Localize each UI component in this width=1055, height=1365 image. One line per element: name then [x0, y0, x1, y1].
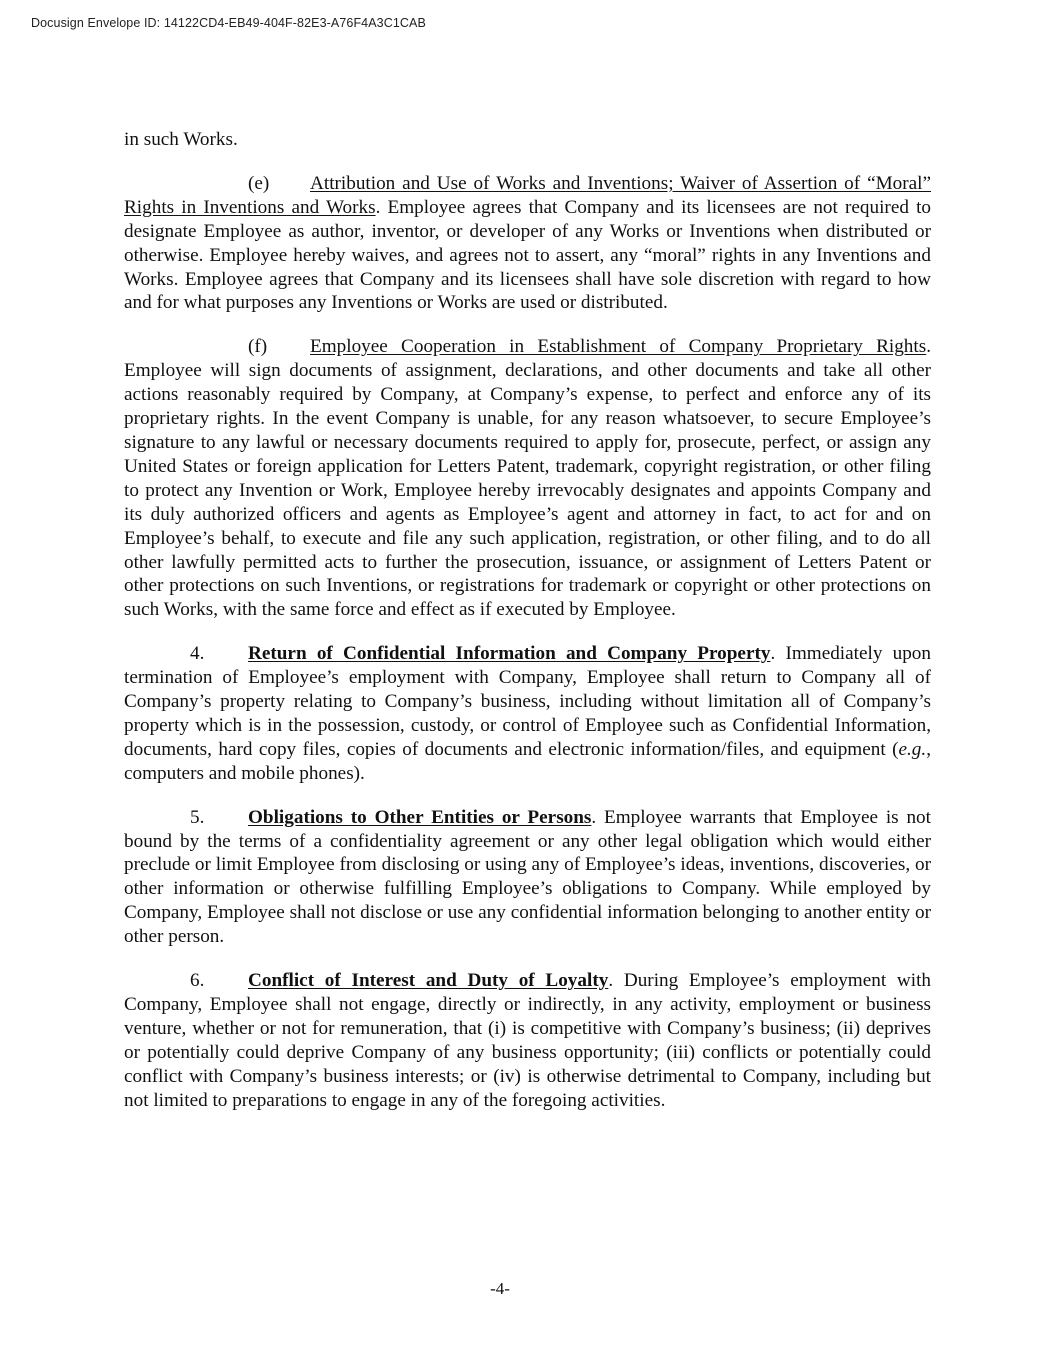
section-4-body-end: , computers and mobile phones). — [124, 738, 931, 784]
section-f: (f) Employee Cooperation in Establishment of Company Proprietary Rights. Employee will sign documents of assignment, declarations, and other documents and take all other actions reasonably required by Company, at Company’s expense, to perfect and enforce any of its proprietary rights. In the event Company is unable, for any reason whatsoever, to secure Employee’s signature to any lawful or necessary documents required to apply for, prosecute, perfect, or assign any United States or foreign application for Letters Patent, trademark, copyright registration, or other filing to protect any Invention or Work, Employee hereby irrevocably designates and appoints Company and its duly authorized officers and agents as Employee’s agent and attorney in fact, to act for and on Employee’s behalf, to execute and file any such application, registration, or other filing, and to do all other lawfully permitted acts to further the prosecution, issuance, or assignment of Letters Patent or other protections on such Inventions, or registrations for trademark or copyright or other protections on such Works, with the same force and effect as if executed by Employee. — [124, 336, 931, 621]
docusign-envelope-id: Docusign Envelope ID: 14122CD4-EB49-404F-82E3-A76F4A3C1CAB — [31, 16, 426, 30]
section-f-heading: Employee Cooperation in Establishment of Company Proprietary Rights — [310, 336, 927, 358]
section-4-body: Immediately upon termination of Employee’s employment with Company, Employee shall return to Company all of Company’s property relating to Company’s business, including without limitation all of Company’s property which is in the possession, custody, or control of Employee such as Confidential Information, documents, hard copy files, copies of documents and electronic information/files, and equipment ( — [124, 643, 931, 760]
section-4-label: 4. — [190, 643, 205, 665]
section-e-body: Employee agrees that Company and its licensees are not required to designate Employee as author, inventor, or developer of any Works or Inventions when distributed or otherwise. Employee hereby waives, and agrees not to assert, any “moral” rights in any Inventions and Works. Employee agrees that Company and its licensees shall have sole discretion with regard to how and for what purposes any Inventions or Works are used or distributed. — [124, 196, 931, 314]
section-6-heading: Conflict of Interest and Duty of Loyalty — [248, 970, 609, 992]
section-4-body-italic: e.g. — [898, 738, 927, 760]
section-e: (e) Attribution and Use of Works and Inventions; Waiver of Assertion of “Moral” Rights in Inventions and Works. Employee agrees that Company and its licensees are not required to designate Employee as author, inventor, or developer of any Works or Inventions when distributed or otherwise. Employee hereby waives, and agrees not to assert, any “moral” rights in any Inventions and Works. Employee agrees that Company and its licensees shall have sole discretion with regard to how and for what purposes any Inventions or Works are used or distributed. — [124, 172, 931, 314]
document-body — [124, 128, 931, 1133]
section-5-heading: Obligations to Other Entities or Persons — [248, 806, 592, 828]
section-5: 5. Obligations to Other Entities or Persons. Employee warrants that Employee is not bound by the terms of a confidentiality agreement or any other legal obligation which would either preclude or limit Employee from disclosing or using any of Employee’s ideas, inventions, discoveries, or other information or otherwise fulfilling Employee’s obligations to Company. While employed by Company, Employee shall not disclose or use any confidential information belonging to another entity or other person. — [124, 806, 931, 948]
section-6: 6. Conflict of Interest and Duty of Loyalty. During Employee’s employment with Company, Employee shall not engage, directly or indirectly, in any activity, employment or business venture, whether or not for remuneration, that (i) is competitive with Company’s business; (ii) deprives or potentially could deprive Company of any business opportunity; (iii) conflicts or potentially could conflict with Company’s business interests; or (iv) is otherwise detrimental to Company, including but not limited to preparations to engage in any of the foregoing activities. — [124, 970, 931, 1111]
intro-text: in such Works. — [124, 129, 238, 150]
section-e-label: (e) — [248, 172, 270, 194]
section-5-body: Employee warrants that Employee is not bound by the terms of a confidentiality agreement or any other legal obligation which would either preclude or limit Employee from disclosing or using any of Employee’s ideas, inventions, discoveries, or other information or otherwise fulfilling Employee’s obligations to Company. While employed by Company, Employee shall not disclose or use any confidential information belonging to another entity or other person. — [124, 806, 931, 948]
section-e-heading: Attribution and Use of Works and Inventions; Waiver of Assertion of “Moral” Rights in Inventions and Works — [124, 172, 931, 218]
section-4: 4. Return of Confidential Information and Company Property. Immediately upon termination of Employee’s employment with Company, Employee shall return to Company all of Company’s property relating to Company’s business, including without limitation all of Company’s property which is in the possession, custody, or control of Employee such as Confidential Information, documents, hard copy files, copies of documents and electronic information/files, and equipment (e.g., computers and mobile phones). — [124, 643, 931, 784]
section-f-body: Employee will sign documents of assignment, declarations, and other documents and take all other actions reasonably required by Company, at Company’s expense, to perfect and enforce any of its proprietary rights. In the event Company is unable, for any reason whatsoever, to secure Employee’s signature to any lawful or necessary documents required to apply for, prosecute, perfect, or assign any United States or foreign application for Letters Patent, trademark, copyright registration, or other filing to protect any Invention or Work, Employee hereby irrevocably designates and appoints Company and its duly authorized officers and agents as Employee’s agent and attorney in fact, to act for and on Employee’s behalf, to execute and file any such application, registration, or other filing, and to do all other lawfully permitted acts to further the prosecution, issuance, or assignment of Letters Patent or other protections on such Inventions, or registrations for trademark or copyright or other protections on such Works, with the same force and effect as if executed by Employee. — [124, 360, 931, 621]
section-6-label: 6. — [190, 970, 205, 992]
section-4-heading: Return of Confidential Information and Company Property — [248, 643, 771, 665]
page-number: -4- — [490, 1279, 510, 1298]
section-6-body: During Employee’s employment with Company, Employee shall not engage, directly or indirectly, in any activity, employment or business venture, whether or not for remuneration, that (i) is competitive with Company’s business; (ii) deprives or potentially could deprive Company of any business opportunity; (iii) conflicts or potentially could conflict with Company’s business interests; or (iv) is otherwise detrimental to Company, including but not limited to preparations to engage in any of the foregoing activities. — [124, 970, 931, 1111]
section-5-label: 5. — [190, 806, 205, 828]
section-f-label: (f) — [248, 336, 268, 358]
intro-paragraph — [124, 128, 931, 152]
